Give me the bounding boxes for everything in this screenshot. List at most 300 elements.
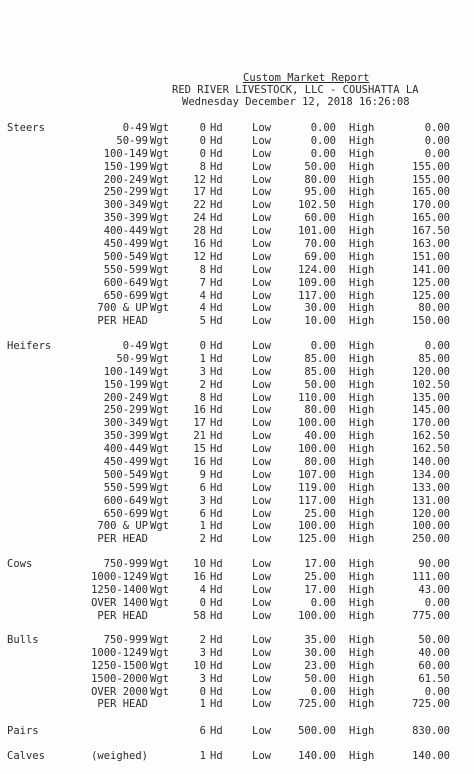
- report-row: [0, 634, 474, 647]
- high-label: High: [349, 315, 375, 328]
- report-row: [0, 520, 474, 533]
- head-count: 0: [199, 147, 206, 160]
- head-label: Hd: [210, 315, 223, 328]
- low-label: Low: [252, 160, 271, 173]
- low-label: Low: [252, 173, 271, 186]
- weight-range: OVER 1400: [91, 596, 148, 609]
- high-label: High: [349, 160, 375, 173]
- head-label: Hd: [210, 443, 223, 456]
- low-label: Low: [252, 494, 271, 507]
- report-row: [0, 698, 474, 711]
- high-price: 80.00: [418, 302, 450, 315]
- low-label: Low: [252, 352, 271, 365]
- report-row: [0, 430, 474, 443]
- weight-range: 550-599: [103, 481, 148, 494]
- high-label: High: [349, 276, 375, 289]
- low-label: Low: [252, 122, 271, 134]
- head-label: Hd: [210, 134, 223, 147]
- head-count: 24: [193, 212, 206, 225]
- high-label: High: [349, 634, 375, 646]
- low-label: Low: [252, 289, 271, 302]
- high-price: 61.50: [418, 672, 450, 685]
- high-price: 140.00: [412, 750, 450, 762]
- head-count: 8: [199, 391, 206, 404]
- weight-unit: Wgt: [150, 186, 169, 199]
- low-price: 30.00: [304, 646, 336, 659]
- section-1: [0, 340, 474, 546]
- report-row: [0, 469, 474, 482]
- weight-range: 400-449: [103, 225, 148, 238]
- low-label: Low: [252, 596, 271, 609]
- section-0: [0, 122, 474, 328]
- weight-unit: Wgt: [150, 417, 169, 430]
- report-row: [0, 174, 474, 187]
- high-label: High: [349, 646, 375, 659]
- weight-range: 100-149: [103, 365, 148, 378]
- weight-unit: Wgt: [150, 212, 169, 225]
- high-price: 90.00: [418, 558, 450, 570]
- report-row: [0, 686, 474, 699]
- low-price: 0.00: [310, 596, 336, 609]
- low-price: 0.00: [310, 147, 336, 160]
- low-label: Low: [252, 302, 271, 315]
- high-label: High: [349, 289, 375, 302]
- weight-range: 650-699: [103, 289, 148, 302]
- low-label: Low: [252, 417, 271, 430]
- low-price: 80.00: [304, 173, 336, 186]
- weight-unit: Wgt: [150, 238, 169, 251]
- low-label: Low: [252, 250, 271, 263]
- weight-unit: Wgt: [150, 634, 169, 646]
- high-price: 155.00: [412, 160, 450, 173]
- high-price: 100.00: [412, 520, 450, 533]
- high-label: High: [349, 391, 375, 404]
- high-label: High: [349, 147, 375, 160]
- low-label: Low: [252, 570, 271, 583]
- low-price: 50.00: [304, 160, 336, 173]
- head-label: Hd: [210, 302, 223, 315]
- high-label: High: [349, 378, 375, 391]
- high-price: 60.00: [418, 659, 450, 672]
- head-count: 16: [193, 456, 206, 469]
- weight-range: 600-649: [103, 276, 148, 289]
- weight-unit: Wgt: [150, 507, 169, 520]
- high-price: 170.00: [412, 199, 450, 212]
- head-label: Hd: [210, 596, 223, 609]
- low-label: Low: [252, 468, 271, 481]
- weight-range: 1000-1249: [91, 570, 148, 583]
- high-price: 167.50: [412, 225, 450, 238]
- head-count: 22: [193, 199, 206, 212]
- high-label: High: [349, 481, 375, 494]
- high-price: 102.50: [412, 378, 450, 391]
- low-price: 50.00: [304, 378, 336, 391]
- head-label: Hd: [210, 698, 223, 711]
- head-label: Hd: [210, 340, 223, 352]
- head-count: 6: [199, 725, 206, 737]
- low-label: Low: [252, 147, 271, 160]
- weight-range: 600-649: [103, 494, 148, 507]
- high-label: High: [349, 570, 375, 583]
- high-price: 775.00: [412, 609, 450, 622]
- high-label: High: [349, 533, 375, 546]
- weight-unit: Wgt: [150, 391, 169, 404]
- low-price: 109.00: [298, 276, 336, 289]
- category-label: Steers: [7, 122, 45, 134]
- high-label: High: [349, 173, 375, 186]
- head-label: Hd: [210, 173, 223, 186]
- high-label: High: [349, 417, 375, 430]
- head-count: 0: [199, 134, 206, 147]
- report-row: [0, 353, 474, 366]
- low-label: Low: [252, 238, 271, 251]
- high-price: 830.00: [412, 725, 450, 737]
- weight-unit: Wgt: [150, 352, 169, 365]
- low-label: Low: [252, 685, 271, 698]
- low-label: Low: [252, 750, 271, 762]
- low-price: 80.00: [304, 404, 336, 417]
- low-price: 110.00: [298, 391, 336, 404]
- weight-range: 700 & UP: [97, 520, 148, 533]
- head-count: 12: [193, 173, 206, 186]
- head-label: Hd: [210, 481, 223, 494]
- high-price: 140.00: [412, 456, 450, 469]
- weight-unit: Wgt: [150, 160, 169, 173]
- head-count: 8: [199, 160, 206, 173]
- high-label: High: [349, 583, 375, 596]
- low-label: Low: [252, 134, 271, 147]
- report-row: [0, 647, 474, 660]
- weight-range: 50-99: [116, 352, 148, 365]
- weight-range: 0-49: [122, 122, 148, 134]
- low-label: Low: [252, 391, 271, 404]
- low-price: 80.00: [304, 456, 336, 469]
- report-row: [0, 533, 474, 546]
- section-2: [0, 558, 474, 622]
- high-price: 125.00: [412, 289, 450, 302]
- head-count: 17: [193, 186, 206, 199]
- head-label: Hd: [210, 609, 223, 622]
- high-label: High: [349, 238, 375, 251]
- report-row: [0, 673, 474, 686]
- high-label: High: [349, 212, 375, 225]
- weight-unit: Wgt: [150, 494, 169, 507]
- report-row: [0, 495, 474, 508]
- high-price: 250.00: [412, 533, 450, 546]
- low-label: Low: [252, 199, 271, 212]
- high-label: High: [349, 698, 375, 711]
- head-label: Hd: [210, 263, 223, 276]
- low-label: Low: [252, 365, 271, 378]
- low-label: Low: [252, 456, 271, 469]
- head-count: 2: [199, 533, 206, 546]
- head-label: Hd: [210, 520, 223, 533]
- low-label: Low: [252, 443, 271, 456]
- head-label: Hd: [210, 289, 223, 302]
- weight-range: 350-399: [103, 212, 148, 225]
- high-price: 0.00: [424, 685, 450, 698]
- low-price: 23.00: [304, 659, 336, 672]
- head-label: Hd: [210, 634, 223, 646]
- report-row: [0, 482, 474, 495]
- high-price: 170.00: [412, 417, 450, 430]
- head-count: 7: [199, 276, 206, 289]
- low-price: 124.00: [298, 263, 336, 276]
- weight-unit: Wgt: [150, 199, 169, 212]
- head-label: Hd: [210, 365, 223, 378]
- low-label: Low: [252, 507, 271, 520]
- weight-unit: Wgt: [150, 456, 169, 469]
- head-count: 10: [193, 558, 206, 570]
- head-count: 16: [193, 404, 206, 417]
- high-price: 150.00: [412, 315, 450, 328]
- low-price: 70.00: [304, 238, 336, 251]
- head-label: Hd: [210, 533, 223, 546]
- report-row: [0, 161, 474, 174]
- high-label: High: [349, 430, 375, 443]
- high-price: 0.00: [424, 596, 450, 609]
- weight-range: 750-999: [103, 634, 148, 646]
- low-label: Low: [252, 340, 271, 352]
- weight-range: 250-299: [103, 186, 148, 199]
- high-label: High: [349, 507, 375, 520]
- weight-unit: Wgt: [150, 134, 169, 147]
- head-count: 12: [193, 250, 206, 263]
- head-count: 5: [199, 315, 206, 328]
- low-label: Low: [252, 609, 271, 622]
- weight-range: 100-149: [103, 147, 148, 160]
- low-price: 125.00: [298, 533, 336, 546]
- high-price: 134.00: [412, 468, 450, 481]
- low-price: 69.00: [304, 250, 336, 263]
- head-count: 17: [193, 417, 206, 430]
- high-label: High: [349, 609, 375, 622]
- report-row: [0, 508, 474, 521]
- report-row: [0, 264, 474, 277]
- low-label: Low: [252, 378, 271, 391]
- weight-range: 700 & UP: [97, 302, 148, 315]
- low-price: 85.00: [304, 365, 336, 378]
- weight-range: 450-499: [103, 456, 148, 469]
- head-count: 58: [193, 609, 206, 622]
- weight-unit: Wgt: [150, 276, 169, 289]
- high-price: 85.00: [418, 352, 450, 365]
- low-price: 0.00: [310, 134, 336, 147]
- high-label: High: [349, 186, 375, 199]
- weight-unit: Wgt: [150, 672, 169, 685]
- weight-unit: Wgt: [150, 583, 169, 596]
- high-price: 145.00: [412, 404, 450, 417]
- head-count: 3: [199, 494, 206, 507]
- head-label: Hd: [210, 212, 223, 225]
- head-count: 1: [199, 750, 206, 762]
- high-label: High: [349, 659, 375, 672]
- weight-unit: Wgt: [150, 147, 169, 160]
- head-label: Hd: [210, 558, 223, 570]
- high-price: 135.00: [412, 391, 450, 404]
- high-price: 0.00: [424, 134, 450, 147]
- high-price: 50.00: [418, 634, 450, 646]
- head-label: Hd: [210, 570, 223, 583]
- head-count: 2: [199, 634, 206, 646]
- report-row: [0, 186, 474, 199]
- report-row: [0, 558, 474, 571]
- head-label: Hd: [210, 507, 223, 520]
- weight-range: 350-399: [103, 430, 148, 443]
- low-price: 0.00: [310, 340, 336, 352]
- weight-range: 1500-2000: [91, 672, 148, 685]
- head-label: Hd: [210, 186, 223, 199]
- head-label: Hd: [210, 391, 223, 404]
- report-row: [0, 456, 474, 469]
- head-label: Hd: [210, 468, 223, 481]
- report-row: [0, 379, 474, 392]
- low-price: 100.00: [298, 417, 336, 430]
- high-price: 120.00: [412, 365, 450, 378]
- weight-range: 650-699: [103, 507, 148, 520]
- weight-unit: Wgt: [150, 430, 169, 443]
- section-3: [0, 634, 474, 711]
- low-price: 500.00: [298, 725, 336, 737]
- low-label: Low: [252, 263, 271, 276]
- low-price: 102.50: [298, 199, 336, 212]
- low-label: Low: [252, 212, 271, 225]
- report-row: [0, 404, 474, 417]
- low-label: Low: [252, 646, 271, 659]
- report-row: [0, 135, 474, 148]
- low-price: 107.00: [298, 468, 336, 481]
- company-name: RED RIVER LIVESTOCK, LLC - COUSHATTA LA: [172, 84, 419, 96]
- head-count: 6: [199, 507, 206, 520]
- high-label: High: [349, 520, 375, 533]
- high-label: High: [349, 558, 375, 570]
- head-label: Hd: [210, 238, 223, 251]
- low-label: Low: [252, 672, 271, 685]
- weight-range: 50-99: [116, 134, 148, 147]
- category-label: Cows: [7, 558, 33, 570]
- high-label: High: [349, 352, 375, 365]
- head-count: 0: [199, 122, 206, 134]
- high-label: High: [349, 456, 375, 469]
- high-label: High: [349, 225, 375, 238]
- head-count: 0: [199, 685, 206, 698]
- low-label: Low: [252, 276, 271, 289]
- weight-range: 150-199: [103, 378, 148, 391]
- high-label: High: [349, 250, 375, 263]
- high-price: 120.00: [412, 507, 450, 520]
- weight-range: 1000-1249: [91, 646, 148, 659]
- head-count: 1: [199, 520, 206, 533]
- weight-range: 450-499: [103, 238, 148, 251]
- category-label: Calves: [7, 750, 45, 762]
- high-price: 162.50: [412, 443, 450, 456]
- weight-unit: Wgt: [150, 302, 169, 315]
- head-count: 1: [199, 698, 206, 711]
- low-price: 101.00: [298, 225, 336, 238]
- weight-unit: Wgt: [150, 481, 169, 494]
- category-label: Pairs: [7, 725, 39, 737]
- weight-range: PER HEAD: [97, 609, 148, 622]
- head-label: Hd: [210, 199, 223, 212]
- report-row: [0, 417, 474, 430]
- high-price: 151.00: [412, 250, 450, 263]
- head-count: 8: [199, 263, 206, 276]
- head-count: 4: [199, 583, 206, 596]
- category-label: Heifers: [7, 340, 52, 352]
- low-price: 85.00: [304, 352, 336, 365]
- head-label: Hd: [210, 147, 223, 160]
- weight-unit: Wgt: [150, 289, 169, 302]
- weight-unit: Wgt: [150, 263, 169, 276]
- head-count: 3: [199, 365, 206, 378]
- low-price: 25.00: [304, 507, 336, 520]
- weight-unit: Wgt: [150, 365, 169, 378]
- low-price: 100.00: [298, 520, 336, 533]
- high-price: 111.00: [412, 570, 450, 583]
- low-price: 140.00: [298, 750, 336, 762]
- low-price: 0.00: [310, 122, 336, 134]
- report-row: [0, 225, 474, 238]
- weight-range: 400-449: [103, 443, 148, 456]
- low-price: 95.00: [304, 186, 336, 199]
- high-label: High: [349, 199, 375, 212]
- low-price: 25.00: [304, 570, 336, 583]
- high-label: High: [349, 750, 375, 762]
- high-price: 40.00: [418, 646, 450, 659]
- report-row: [0, 610, 474, 623]
- weight-unit: Wgt: [150, 659, 169, 672]
- head-count: 21: [193, 430, 206, 443]
- head-label: Hd: [210, 160, 223, 173]
- head-label: Hd: [210, 250, 223, 263]
- head-label: Hd: [210, 750, 223, 762]
- weight-range: (weighed): [91, 750, 148, 762]
- section-4: [0, 725, 474, 738]
- high-price: 0.00: [424, 122, 450, 134]
- low-label: Low: [252, 659, 271, 672]
- high-label: High: [349, 725, 375, 737]
- report-row: [0, 148, 474, 161]
- high-price: 163.00: [412, 238, 450, 251]
- weight-range: 300-349: [103, 417, 148, 430]
- report-row: [0, 212, 474, 225]
- head-count: 0: [199, 340, 206, 352]
- low-price: 100.00: [298, 609, 336, 622]
- head-count: 1: [199, 352, 206, 365]
- head-label: Hd: [210, 456, 223, 469]
- report-row: [0, 392, 474, 405]
- high-price: 133.00: [412, 481, 450, 494]
- high-price: 0.00: [424, 147, 450, 160]
- weight-unit: Wgt: [150, 685, 169, 698]
- head-label: Hd: [210, 122, 223, 134]
- report-row: [0, 251, 474, 264]
- weight-range: 750-999: [103, 558, 148, 570]
- report-row: [0, 122, 474, 135]
- head-label: Hd: [210, 583, 223, 596]
- low-price: 30.00: [304, 302, 336, 315]
- weight-range: 200-249: [103, 173, 148, 186]
- high-label: High: [349, 122, 375, 134]
- weight-range: 500-549: [103, 250, 148, 263]
- low-price: 725.00: [298, 698, 336, 711]
- weight-unit: Wgt: [150, 340, 169, 352]
- low-label: Low: [252, 315, 271, 328]
- head-label: Hd: [210, 672, 223, 685]
- head-label: Hd: [210, 225, 223, 238]
- high-label: High: [349, 672, 375, 685]
- weight-range: 300-349: [103, 199, 148, 212]
